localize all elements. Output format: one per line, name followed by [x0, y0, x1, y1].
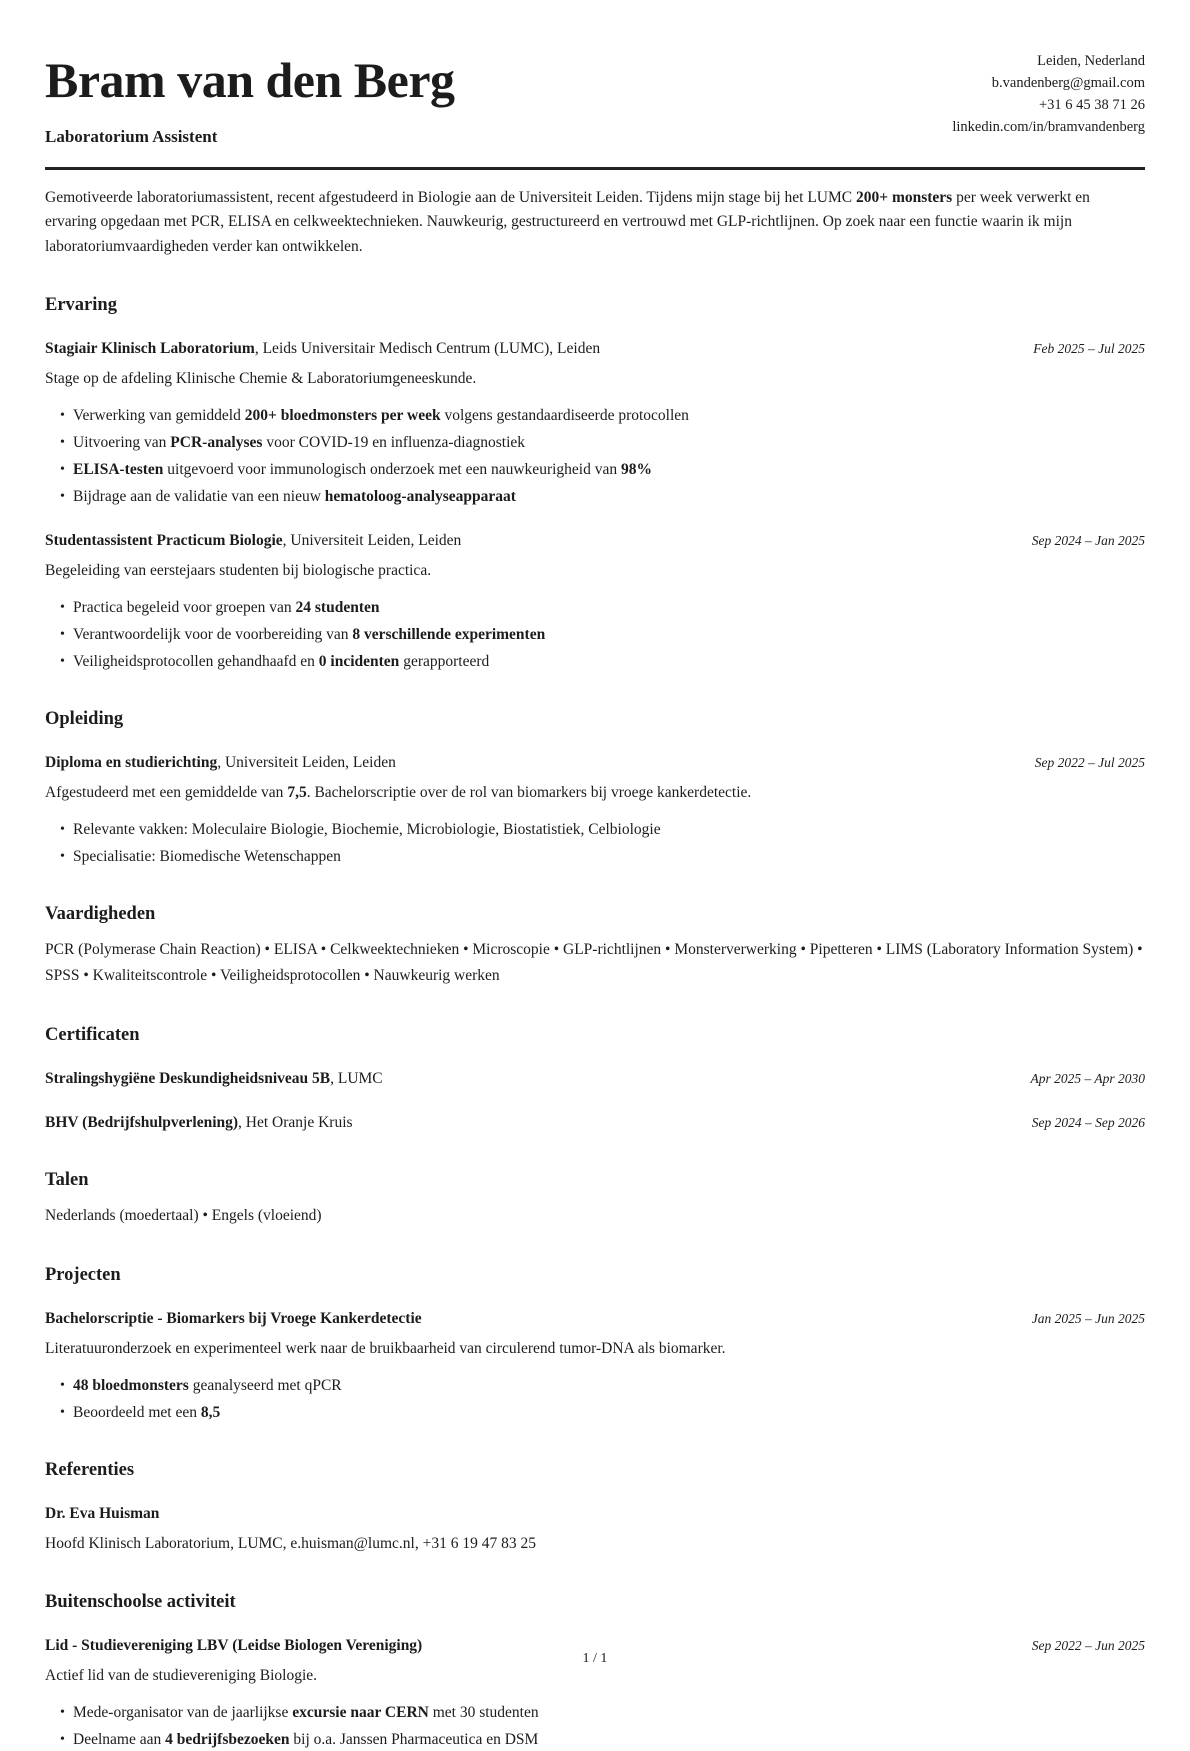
text-run: Verwerking van gemiddeld [73, 407, 245, 424]
bullet-list [45, 1701, 1145, 1751]
entry-subtitle: Actief lid van de studievereniging Biologie. [45, 1667, 318, 1684]
text-run: bij o.a. Janssen Pharmaceutica en DSM [289, 1731, 539, 1748]
text-run: uitgevoerd voor immunologisch onderzoek met een nauwkeurigheid van [163, 461, 621, 478]
section-heading: Vaardigheden [45, 904, 156, 924]
header-divider [45, 167, 1145, 170]
section-projecten [45, 1265, 1145, 1424]
text-run: gerapporteerd [399, 653, 490, 670]
text-run: Deelname aan [73, 1731, 166, 1748]
text-run: voor COVID-19 en influenza-diagnostiek [262, 434, 526, 451]
text-run: . Bachelorscriptie over de rol van biomarkers bij vroege kankerdetectie. [306, 784, 752, 801]
person-job-title: Laboratorium Assistent [45, 126, 218, 146]
emphasis-text: 24 studenten [295, 599, 380, 616]
text-run: , Het Oranje Kruis [238, 1114, 353, 1131]
text-run: Relevante vakken: Moleculaire Biologie, Biochemie, Microbiologie, Biostatistiek, Celbiologie [73, 821, 661, 838]
emphasis-text: 200+ bloedmonsters per week [244, 407, 441, 424]
entry-subtitle: Stage op de afdeling Klinische Chemie & Laboratoriumgeneeskunde. [45, 370, 477, 387]
section-vaardigheden [45, 904, 1145, 989]
section-heading: Talen [45, 1170, 89, 1190]
page-number: 1 / 1 [582, 1651, 608, 1666]
bullet-item [45, 485, 1145, 508]
entry-subtitle [45, 781, 1145, 805]
entry-header [45, 1502, 1145, 1525]
section-heading: Projecten [45, 1265, 121, 1285]
bullet-item [45, 596, 1145, 619]
text-run: met 30 studenten [428, 1704, 539, 1721]
text-run: Verantwoordelijk voor de voorbereiding van [73, 626, 353, 643]
text-run: volgens gestandaardiseerde protocollen [440, 407, 689, 424]
entry-title [45, 529, 461, 552]
text-run: Bijdrage aan de validatie van een nieuw [73, 488, 325, 505]
text-run: Specialisatie: Biomedische Wetenschappen [73, 848, 341, 865]
section-referenties [45, 1460, 1145, 1556]
emphasis-text: BHV (Bedrijfshulpverlening) [45, 1114, 239, 1131]
entry [45, 337, 1145, 508]
entry-date: Sep 2024 – Sep 2026 [1031, 1115, 1145, 1130]
section-certificaten [45, 1025, 1145, 1134]
section-buitenschoolse-activiteit [45, 1592, 1145, 1751]
text-run: , LUMC [330, 1070, 383, 1087]
entry-header [45, 337, 1145, 360]
sections [45, 295, 1145, 1751]
bullet-item [45, 1701, 1145, 1724]
emphasis-text: Studentassistent Practicum Biologie [45, 532, 283, 549]
entry-header [45, 751, 1145, 774]
emphasis-text: 98% [620, 461, 652, 478]
entry-date: Sep 2024 – Jan 2025 [1031, 533, 1145, 548]
entry [45, 529, 1145, 673]
bullet-list [45, 1374, 1145, 1424]
entry-date: Sep 2022 – Jun 2025 [1031, 1638, 1145, 1653]
section-heading: Opleiding [45, 709, 124, 729]
text-run: , Universiteit Leiden, Leiden [282, 532, 462, 549]
bullet-item [45, 623, 1145, 646]
text-run: Uitvoering van [73, 434, 171, 451]
entry-date: Jan 2025 – Jun 2025 [1031, 1311, 1145, 1326]
contact-line: linkedin.com/in/bramvandenberg [952, 119, 1145, 135]
text-run: , Leids Universitair Medisch Centrum (LUMC), Leiden [254, 340, 601, 357]
entry-header [45, 529, 1145, 552]
entry-subtitle: Hoofd Klinisch Laboratorium, LUMC, e.huisman@lumc.nl, +31 6 19 47 83 25 [45, 1535, 536, 1552]
section-talen [45, 1170, 1145, 1229]
entry [45, 1502, 1145, 1556]
entry [45, 1111, 1145, 1134]
emphasis-text: Bachelorscriptie - Biomarkers bij Vroege Kankerdetectie [45, 1310, 422, 1327]
bullet-item [45, 458, 1145, 481]
emphasis-text: 7,5 [287, 784, 307, 801]
emphasis-text: Stralingshygiëne Deskundigheidsniveau 5B [45, 1070, 331, 1087]
bullet-item [45, 1374, 1145, 1397]
bullet-item [45, 650, 1145, 673]
entry-subtitle: Begeleiding van eerstejaars studenten bij biologische practica. [45, 562, 432, 579]
bullet-item [45, 1728, 1145, 1751]
bullet-list [45, 818, 1145, 868]
entry-title [45, 1307, 422, 1330]
entry-subtitle: Literatuuronderzoek en experimenteel werk naar de bruikbaarheid van circulerend tumor-DNA als biomarker. [45, 1340, 726, 1357]
bullet-item [45, 845, 1145, 868]
contact-line: b.vandenberg@gmail.com [991, 75, 1145, 91]
contact-line: +31 6 45 38 71 26 [1038, 97, 1145, 113]
section-heading: Referenties [45, 1460, 135, 1480]
section-opleiding [45, 709, 1145, 868]
emphasis-text: 200+ monsters [855, 188, 953, 206]
entry [45, 1067, 1145, 1090]
emphasis-text: Lid - Studievereniging LBV (Leidse Biologen Vereniging) [45, 1637, 423, 1654]
text-run: Veiligheidsprotocollen gehandhaafd en [73, 653, 319, 670]
person-name: Bram van den Berg [45, 52, 455, 108]
bullet-item [45, 431, 1145, 454]
text-run: Afgestudeerd met een gemiddelde van [45, 784, 288, 801]
entry-title [45, 1111, 353, 1134]
contact-info [952, 46, 1145, 138]
entry [45, 1307, 1145, 1424]
emphasis-text: Diploma en studierichting [45, 754, 218, 771]
emphasis-text: ELISA-testen [73, 461, 164, 478]
entry-title [45, 1067, 383, 1090]
text-run: geanalyseerd met qPCR [188, 1377, 342, 1394]
entry-header [45, 1111, 1145, 1134]
entry [45, 751, 1145, 868]
section-heading: Certificaten [45, 1025, 140, 1045]
section-heading: Buitenschoolse activiteit [45, 1592, 236, 1612]
text-run: Beoordeeld met een [73, 1404, 201, 1421]
entry-header [45, 1067, 1145, 1090]
entry-header [45, 1307, 1145, 1330]
emphasis-text: 48 bloedmonsters [73, 1377, 189, 1394]
text-run: Practica begeleid voor groepen van [73, 599, 296, 616]
entry-date: Sep 2022 – Jul 2025 [1034, 755, 1145, 770]
emphasis-text: excursie naar CERN [292, 1704, 429, 1721]
text-run: per week verwerkt en ervaring opgedaan met PCR, ELISA en celkweektechnieken. Nauwkeurig, gestructureerd en vertrouwd met GLP-richtlijnen. Op zoek naar een functie waarin ik mijn laboratoriumvaardigheden verder kan ontwikkelen. [45, 188, 1090, 255]
section-heading: Ervaring [45, 295, 117, 315]
contact-line: Leiden, Nederland [1037, 53, 1145, 69]
bullet-list [45, 404, 1145, 508]
text-run: , Universiteit Leiden, Leiden [217, 754, 396, 771]
entry-title [45, 751, 396, 774]
header-left [45, 46, 455, 147]
entry-date: Apr 2025 – Apr 2030 [1030, 1071, 1145, 1086]
inline-item-list: PCR (Polymerase Chain Reaction) • ELISA • Celkweektechnieken • Microscopie • GLP-richtlijnen • Monsterverwerking • Pipetteren • LIMS (Laboratory Information System) • SPSS • Kwaliteitscontrole • Veiligheidsprotocollen • Nauwkeurig werken [45, 941, 1143, 984]
text-run: Gemotiveerde laboratoriumassistent, recent afgestudeerd in Biologie aan de Universiteit Leiden. Tijdens mijn stage bij het LUMC [45, 188, 856, 206]
entry-title [45, 337, 600, 360]
emphasis-text: 4 bedrijfsbezoeken [165, 1731, 290, 1748]
summary-paragraph [45, 186, 1145, 260]
section-ervaring [45, 295, 1145, 673]
header [45, 46, 1145, 147]
bullet-item [45, 818, 1145, 841]
emphasis-text: 8 verschillende experimenten [352, 626, 546, 643]
emphasis-text: 0 incidenten [318, 653, 400, 670]
entry-date: Feb 2025 – Jul 2025 [1033, 341, 1145, 356]
bullet-item [45, 1401, 1145, 1424]
bullet-list [45, 596, 1145, 673]
entry-title [45, 1502, 159, 1525]
emphasis-text: Dr. Eva Huisman [45, 1505, 160, 1522]
text-run: Mede-organisator van de jaarlijkse [73, 1704, 293, 1721]
bullet-item [45, 404, 1145, 427]
emphasis-text: Stagiair Klinisch Laboratorium [45, 340, 255, 357]
emphasis-text: PCR-analyses [170, 434, 263, 451]
emphasis-text: hematoloog-analyseapparaat [324, 488, 516, 505]
inline-item-list: Nederlands (moedertaal) • Engels (vloeiend) [45, 1207, 322, 1224]
emphasis-text: 8,5 [200, 1404, 221, 1421]
